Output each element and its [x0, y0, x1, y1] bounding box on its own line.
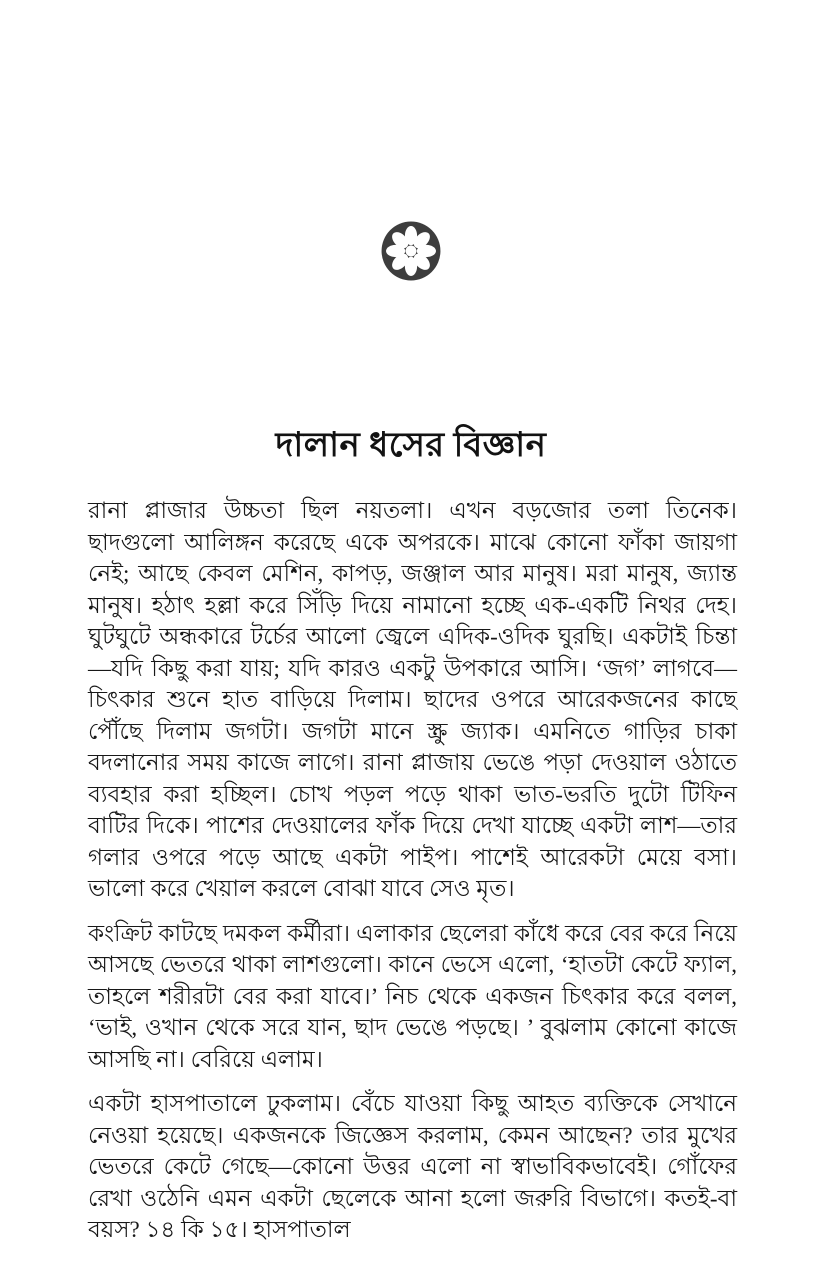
body-paragraph: কংক্রিট কাটছে দমকল কর্মীরা। এলাকার ছেলেরা কাঁধে করে বের করে নিয়ে আসছে ভেতরে থাকা লাশগুলো। কানে ভেসে এলো, ‘হাতটা কেটে ফ্যাল, তাহলে শরীরটা বের করা যাবে।’ নিচ থেকে একজন চিৎকার করে বলল, ‘ভাই, ওখান থেকে সরে যান, ছাদ ভেঙে পড়ছে। ’ বুঝলাম কোনো কাজে আসছি না। বেরিয়ে এলাম। [88, 920, 737, 1072]
flower-rosette-icon [379, 219, 443, 283]
body-paragraph: রানা প্লাজার উচ্চতা ছিল নয়তলা। এখন বড়জোর তলা তিনেক। ছাদগুলো আলিঙ্গন করেছে একে অপরকে। মাঝে কোনো ফাঁকা জায়গা নেই; আছে কেবল মেশিন, কাপড়, জঞ্জাল আর মানুষ। মরা মানুষ, জ্যান্ত মানুষ। হঠাৎ হল্লা করে সিঁড়ি দিয়ে নামানো হচ্ছে এক-একটি নিথর দেহ। ঘুটঘুটে অন্ধকারে টর্চের আলো জ্বেলে এদিক-ওদিক ঘুরছি। একটাই চিন্তা—যদি কিছু করা যায়; যদি কারও একটু উপকারে আসি। ‘জগ’ লাগবে—চিৎকার শুনে হাত বাড়িয়ে দিলাম। ছাদের ওপরে আরেকজনের কাছে পৌঁছে দিলাম জগটা। জগটা মানে স্ক্রু জ্যাক। এমনিতে গাড়ির চাকা বদলানোর সময় কাজে লাগে। রানা প্লাজায় ভেঙে পড়া দেওয়াল ওঠাতে ব্যবহার করা হচ্ছিল। চোখ পড়ল পড়ে থাকা ভাত-ভরতি দুটো টিফিন বাটির দিকে। পাশের দেওয়ালের ফাঁক দিয়ে দেখা যাচ্ছে একটা লাশ—তার গলার ওপরে পড়ে আছে একটা পাইপ। পাশেই আরেকটা মেয়ে বসা। ভালো করে খেয়াল করলে বোঝা যাবে সেও মৃত। [88, 498, 737, 901]
body-paragraph: একটা হাসপাতালে ঢুকলাম। বেঁচে যাওয়া কিছু আহত ব্যক্তিকে সেখানে নেওয়া হয়েছে। একজনকে জিজ্ঞেস করলাম, কেমন আছেন? তার মুখের ভেতরে কেটে গেছে—কোনো উত্তর এলো না স্বাভাবিকভাবেই। গোঁফের রেখা ওঠেনি এমন একটা ছেলেকে আনা হলো জরুরি বিভাগে। কতই-বা বয়স? ১৪ কি ১৫। হাসপাতাল [88, 1091, 737, 1242]
chapter-title: দালান ধসের বিজ্ঞান [275, 427, 547, 464]
chapter-body [88, 495, 737, 1246]
